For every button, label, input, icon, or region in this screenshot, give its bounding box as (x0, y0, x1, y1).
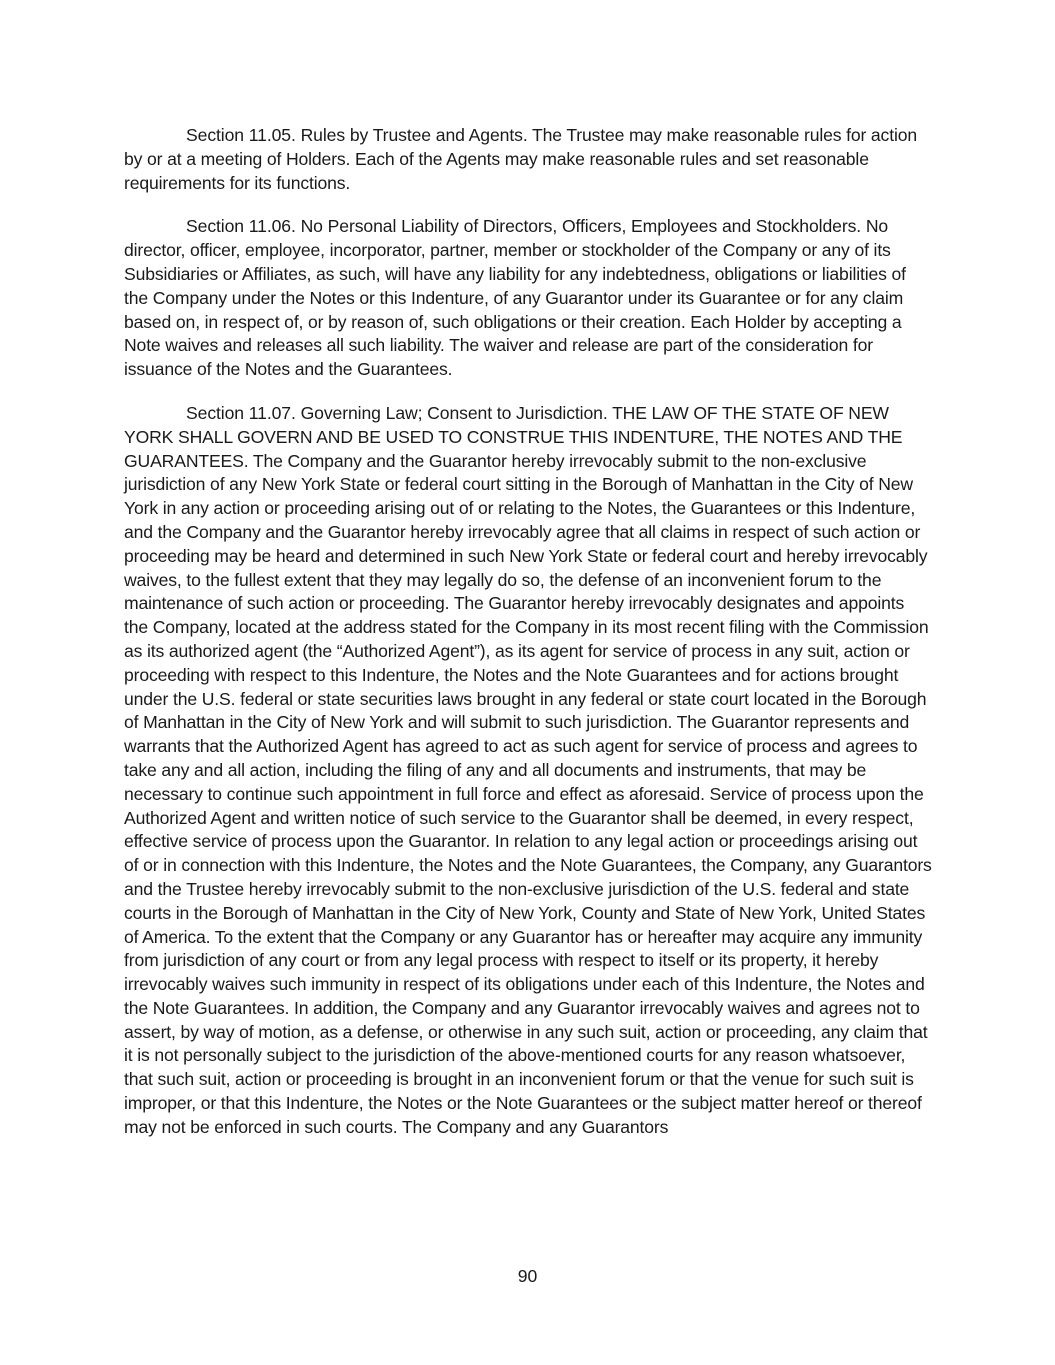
page-number: 90 (517, 1266, 538, 1286)
section-text: The Trustee may make reasonable rules for action by or at a meeting of Holders. Each of the Agents may make reasonable rules and set reasonable requirements for its functions. (124, 125, 917, 193)
section-heading: Section 11.06. No Personal Liability of Directors, Officers, Employees and Stockholders. (186, 216, 862, 237)
section-11-06 (124, 215, 932, 382)
section-text: No director, officer, employee, incorporator, partner, member or stockholder of the Company or any of its Subsidiaries or Affiliates, as such, will have any liability for any indebtedness, obligations or liabilities of the Company under the Notes or this Indenture, of any Guarantor under its Guarantee or for any claim based on, in respect of, or by reason of, such obligations or their creation. Each Holder by accepting a Note waives and releases all such liability. The waiver and release are part of the consideration for issuance of the Notes and the Guarantees. (124, 216, 906, 380)
section-heading: Section 11.07. Governing Law; Consent to Jurisdiction. (186, 402, 608, 423)
section-11-05 (124, 124, 932, 195)
section-11-07 (124, 402, 932, 1140)
section-text: THE LAW OF THE STATE OF NEW YORK SHALL GOVERN AND BE USED TO CONSTRUE THIS INDENTURE, THE NOTES AND THE GUARANTEES. The Company and the Guarantor hereby irrevocably submit to the non-exclusive jurisdiction of any New York State or federal court sitting in the Borough of Manhattan in the City of New York in any action or proceeding arising out of or relating to the Notes, the Guarantees or this Indenture, and the Company and the Guarantor hereby irrevocably agree that all claims in respect of such action or proceeding may be heard and determined in such New York State or federal court and hereby irrevocably waives, to the fullest extent that they may legally do so, the defense of an inconvenient forum to the maintenance of such action or proceeding. The Guarantor hereby irrevocably designates and appoints the Company, located at the address stated for the Company in its most recent filing with the Commission as its authorized agent (the “Authorized Agent”), as its agent for service of process in any suit, action or proceeding with respect to this Indenture, the Notes and the Note Guarantees and for actions brought under the U.S. federal or state securities laws brought in any federal or state court located in the Borough of Manhattan in the City of New York and will submit to such jurisdiction. The Guarantor represents and warrants that the Authorized Agent has agreed to act as such agent for service of process and agrees to take any and all action, including the filing of any and all documents and instruments, that may be necessary to continue such appointment in full force and effect as aforesaid. Service of process upon the Authorized Agent and written notice of such service to the Guarantor shall be deemed, in every respect, effective service of process upon the Guarantor. In relation to any legal action or proceedings arising out of or in connection with this Indenture, the Notes and the Note Guarantees, the Company, any Guarantors and the Trustee hereby irrevocably submit to the non-exclusive jurisdiction of the U.S. federal and state courts in the Borough of Manhattan in the City of New York, County and State of New York, United States of America. To the extent that the Company or any Guarantor has or hereafter may acquire any immunity from jurisdiction of any court or from any legal process with respect to itself or its property, it hereby irrevocably waives such immunity in respect of its obligations under each of this Indenture, the Notes and the Note Guarantees. In addition, the Company and any Guarantor irrevocably waives and agrees not to assert, by way of motion, as a defense, or otherwise in any such suit, action or proceeding, any claim that it is not personally subject to the jurisdiction of the above-mentioned courts for any reason whatsoever, that such suit, action or proceeding is brought in an inconvenient forum or that the venue for such suit is improper, or that this Indenture, the Notes or the Note Guarantees or the subject matter hereof or thereof may not be enforced in such courts. The Company and any Guarantors (124, 402, 932, 1137)
document-body (124, 124, 932, 1160)
section-heading: Section 11.05. Rules by Trustee and Agents. (186, 125, 528, 145)
